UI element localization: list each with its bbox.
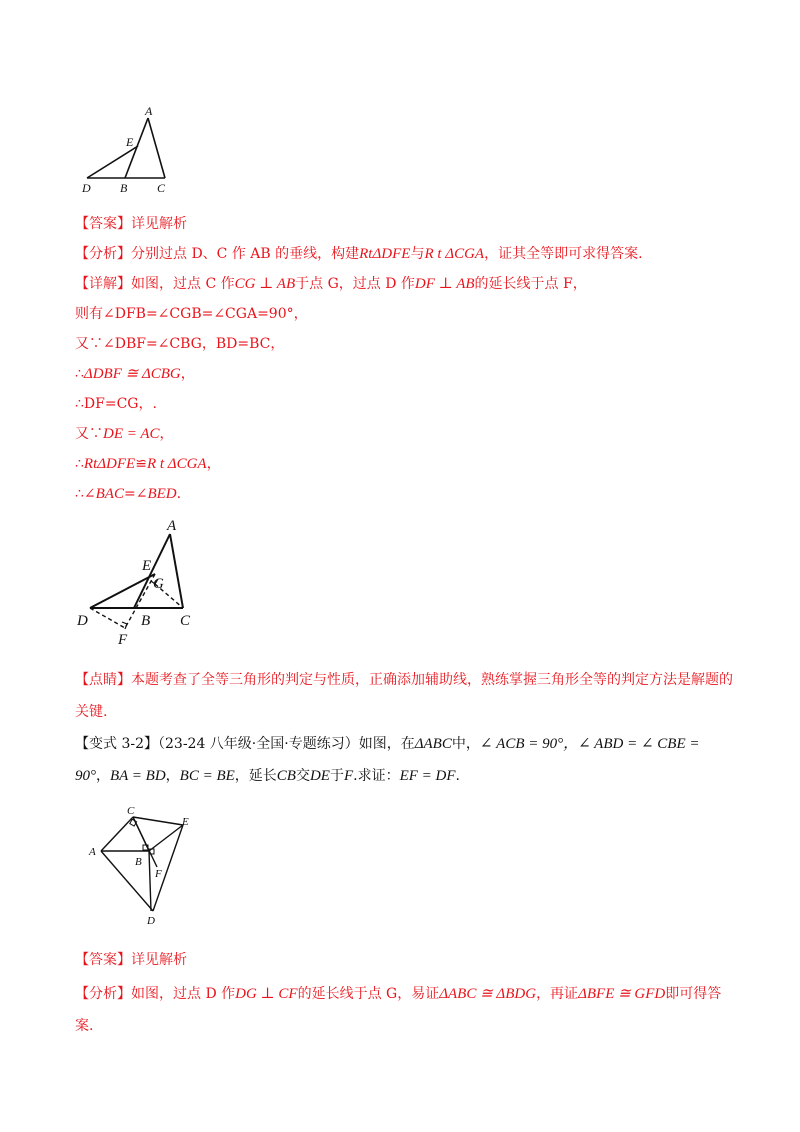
fig1-label-C: C (157, 181, 166, 195)
figure-2 (70, 512, 220, 652)
fig2-label-C: C (180, 613, 191, 629)
fig3-label-D: D (147, 915, 155, 927)
variant-problem: 【变式 3-2】（23-24 八年级·全国·专题练习）如图，在ΔABC中，∠ ACB = 90°，∠ ABD = ∠ CBE = 90°，BA = BD，BC = BE，延长CB交DE于F.求证：EF = DF. (75, 736, 700, 784)
fig3-label-C: C (127, 805, 135, 817)
fig2-label-A: A (167, 518, 177, 534)
fig3-label-B: B (135, 856, 142, 868)
detail-line-5: ∴DF=CG，. (75, 396, 157, 412)
fig1-label-E: E (126, 135, 134, 149)
comment: 【点睛】本题考查了全等三角形的判定与性质，正确添加辅助线，熟练掌握三角形全等的判定方法是解题的关键. (75, 672, 733, 720)
variant-tag: 【变式 3-2】 (75, 736, 158, 752)
detail-line-4: ∴ΔDBF ≅ ΔCBG， (75, 366, 195, 382)
fig2-label-G: G (153, 576, 164, 592)
detail-line-7: ∴RtΔDFE≌R t ΔCGA， (75, 456, 221, 472)
fig2-label-F: F (118, 632, 128, 648)
detail-line-8: ∴∠BAC=∠BED. (75, 486, 182, 502)
answer-1: 【答案】详见解析 (75, 216, 187, 232)
fig3-label-F: F (155, 868, 162, 880)
fig3-label-A: A (89, 846, 96, 858)
detail-line-1: 【详解】如图，过点 C 作CG ⊥ AB于点 G，过点 D 作DF ⊥ AB的延长线于点 F， (75, 276, 587, 292)
fig2-label-B: B (141, 613, 151, 629)
fig2-label-E: E (142, 558, 152, 574)
fig1-label-D: D (82, 181, 91, 195)
fig1-label-B: B (120, 181, 128, 195)
fig2-label-D: D (77, 613, 88, 629)
detail-line-3: 又∵∠DBF=∠CBG，BD=BC， (75, 336, 285, 352)
detail-line-2: 则有∠DFB=∠CGB=∠CGA=90°， (75, 306, 308, 322)
figure-3 (85, 805, 205, 930)
detail-line-6: 又∵DE = AC， (75, 426, 174, 442)
answer-2: 【答案】详见解析 (75, 952, 187, 968)
analysis-1: 【分析】分别过点 D、C 作 AB 的垂线，构建RtΔDFE与R t ΔCGA，证其全等即可求得答案. (75, 246, 643, 262)
fig1-label-A: A (145, 104, 153, 118)
fig3-label-E: E (182, 816, 189, 828)
analysis-2: 【分析】如图，过点 D 作DG ⊥ CF的延长线于点 G，易证ΔABC ≅ ΔBDG，再证ΔBFE ≅ GFD即可得答案. (75, 986, 722, 1034)
figure-1 (70, 100, 180, 195)
